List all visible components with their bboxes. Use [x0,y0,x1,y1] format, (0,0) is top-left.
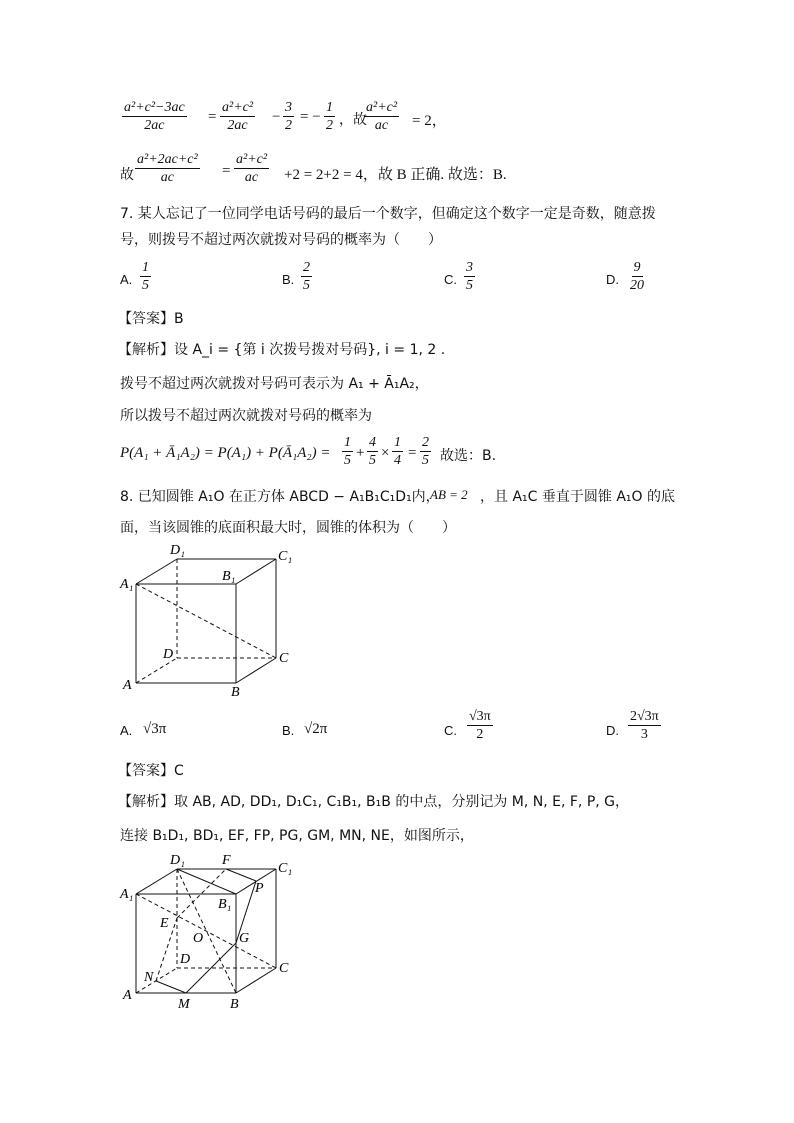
text: ，故 [339,112,367,128]
question-text: AB = 2 [430,487,468,502]
fraction: $\frac{1}{2}$ [326,100,333,133]
choice-a: $\frac{1}{5}$ [142,260,149,293]
cube-figure-1 [110,540,310,700]
question-text: ，且 A₁C 垂直于圆锥 A₁O 的底 [480,489,675,505]
choice-c: $\frac{√3\pi}{2}$ [469,709,491,742]
analysis-text: 连接 B₁D₁, BD₁, EF, FP, PG, GM, MN, NE，如图所示， [120,828,474,844]
edge [236,559,276,584]
text: +2 = 2+2 = 4，故 B 正确. 故选：B. [284,167,507,183]
label-a: A [123,678,132,693]
question-text: 面，当该圆锥的底面积最大时，圆锥的体积为（ ） [120,520,456,536]
label-n: N [144,970,154,985]
choice-letter: A. [120,272,133,287]
label-c: C [279,961,289,976]
choice-letter: B. [282,723,295,738]
label-m: M [178,997,190,1012]
question-text: 8. 已知圆锥 A₁O 在正方体 ABCD − A₁B₁C₁D₁内， [120,489,440,505]
label-f: F [222,853,231,868]
choice-c: $\frac{3}{5}$ [466,260,473,293]
choice-letter: C. [444,272,457,287]
choice-d: $\frac{9}{20}$ [630,260,644,293]
label-c1: C₁ [278,861,293,876]
minus: − [272,109,281,125]
label-c1: C₁ [278,549,293,564]
label-b: B [230,997,239,1012]
segment-fp [226,869,256,881]
equals: = 2， [412,113,447,129]
choice-b: $\frac{2}{5}$ [303,260,310,293]
segment-b1d1 [177,869,236,894]
text: 故 [120,167,134,183]
diagonal-a1c [136,894,276,968]
equals: = [208,109,217,125]
label-p: P [255,881,264,896]
analysis-text: 拨号不超过两次就拨对号码可表示为 A₁ + Ā₁A₂， [120,376,429,392]
question-text: 号，则拨号不超过两次就拨对号码的概率为（ ） [120,232,442,248]
analysis-text: 故选：B. [440,448,497,464]
fraction: $\frac{\text{a²+c²}}{ac}$ [236,152,268,185]
fraction: $\frac{\text{a²+c²}}{2ac}$ [222,100,254,133]
fraction: $\frac{1}{4}$ [394,435,401,468]
segment-mn [156,981,186,993]
fraction: $\frac{3}{2}$ [285,100,292,133]
edge [136,559,177,584]
analysis-label: 【解析】 [118,342,174,358]
analysis-text: 设 A_i = {第 i 次拨号拨对号码}, i = 1, 2 . [174,342,446,358]
equals: = − [300,109,321,125]
label-b1: B₁ [218,897,232,912]
choice-letter: D. [606,723,619,738]
choice-letter: B. [282,272,295,287]
fraction: $\frac{\text{a²+2ac+c²}}{ac}$ [137,152,198,185]
choice-a: √3π [143,721,167,737]
fraction: $\frac{1}{5}$ [344,435,351,468]
label-a: A [123,988,132,1003]
answer: 【答案】C [118,763,184,779]
fraction: $\frac{\text{a²+c²−3ac}}{2ac}$ [124,100,185,133]
probability-expression: P(A₁ + Ā₁A₂) = P(A₁) + P(Ā₁A₂) = [120,445,331,461]
fraction: $\frac{\text{a²+c²}}{ac}$ [366,100,398,133]
label-d1: D₁ [170,853,185,868]
label-d: D [180,952,191,967]
plus: + [356,445,365,461]
label-b: B [231,685,240,700]
cube-figure-2 [110,850,310,1015]
label-o: O [193,931,204,946]
choice-b: √2π [304,721,328,737]
edge [236,658,276,683]
choice-d: $\frac{2√3\pi}{3}$ [630,709,659,742]
fraction: $\frac{4}{5}$ [369,435,376,468]
equals: = [222,163,231,179]
label-a1: A₁ [120,577,134,592]
choice-letter: A. [120,723,133,738]
label-g: G [239,931,250,946]
choice-letter: D. [606,272,619,287]
label-d1: D₁ [170,543,185,558]
edge [236,968,276,993]
equals: = [408,445,417,461]
analysis-text: 取 AB, AD, DD₁, D₁C₁, C₁B₁, B₁B 的中点，分别记为 M, N, E, F, P, G， [174,794,630,810]
question-text: 7. 某人忘记了一位同学电话号码的最后一个数字，但确定这个数字一定是奇数，随意拨 [120,206,656,222]
label-d: D [163,647,174,662]
analysis-text: 所以拨号不超过两次就拨对号码的概率为 [120,408,372,424]
analysis-label: 【解析】 [118,794,174,810]
diagonal-a1c [136,584,276,658]
label-b1: B₁ [222,569,236,584]
label-a1: A₁ [120,887,134,902]
answer: 【答案】B [118,311,184,327]
label-e: E [160,916,169,931]
times: × [381,445,390,461]
choice-letter: C. [444,723,457,738]
fraction: $\frac{2}{5}$ [422,435,429,468]
label-c: C [279,651,289,666]
edge [136,869,177,894]
